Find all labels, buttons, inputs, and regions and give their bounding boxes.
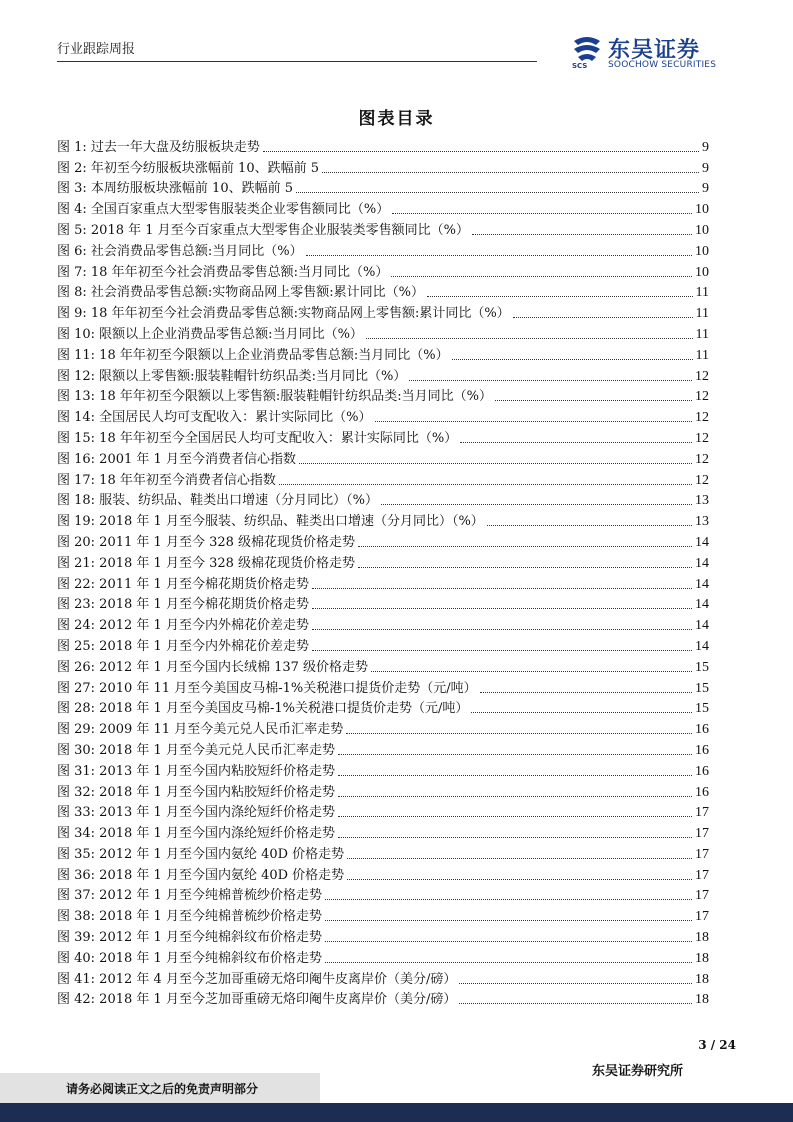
toc-entry-label: 图 1: 过去一年大盘及纺服板块走势 — [57, 139, 260, 155]
toc-entry-page: 10 — [695, 222, 709, 238]
toc-entry-label: 图 24: 2012 年 1 月至今内外棉花价差走势 — [57, 618, 309, 634]
toc-entry[interactable] — [57, 842, 709, 863]
toc-entry[interactable] — [57, 364, 709, 385]
toc-entry[interactable] — [57, 156, 709, 177]
page-title: 图表目录 — [358, 109, 435, 129]
toc-leader-dots — [346, 733, 692, 734]
toc-leader-dots — [338, 775, 692, 776]
toc-entry-page: 10 — [695, 243, 709, 259]
toc-entry-page: 13 — [695, 493, 709, 509]
toc-entry-page: 17 — [695, 846, 709, 862]
toc-leader-dots — [391, 276, 692, 277]
toc-entry[interactable] — [57, 260, 709, 281]
toc-entry-page: 11 — [695, 326, 709, 342]
toc-entry-page: 10 — [695, 264, 709, 280]
toc-entry[interactable] — [57, 405, 709, 426]
toc-entry[interactable] — [57, 655, 709, 676]
toc-entry[interactable] — [57, 468, 709, 489]
toc-entry[interactable] — [57, 884, 709, 905]
report-type: 行业跟踪周报 — [57, 42, 136, 57]
toc-entry-label: 图 2: 年初至今纺服板块涨幅前 10、跌幅前 5 — [57, 160, 319, 176]
toc-entry-label: 图 32: 2018 年 1 月至今国内粘胶短纤价格走势 — [57, 784, 335, 800]
footer-bar — [0, 1103, 793, 1122]
toc-entry[interactable] — [57, 551, 709, 572]
toc-leader-dots — [312, 588, 692, 589]
toc-leader-dots — [366, 338, 693, 339]
toc-leader-dots — [312, 608, 692, 609]
toc-entry-label: 图 23: 2018 年 1 月至今棉花期货价格走势 — [57, 597, 309, 613]
toc-leader-dots — [347, 879, 692, 880]
toc-entry[interactable] — [57, 780, 709, 801]
toc-entry-label: 图 35: 2012 年 1 月至今国内氨纶 40D 价格走势 — [57, 846, 345, 862]
toc-entry-page: 12 — [695, 472, 709, 488]
toc-entry-page: 18 — [695, 992, 709, 1008]
toc-leader-dots — [371, 671, 692, 672]
toc-entry[interactable] — [57, 904, 709, 925]
toc-entry-label: 图 12: 限额以上零售额:服装鞋帽针纺织品类:当月同比（%） — [57, 368, 407, 384]
disclaimer-text: 请务必阅读正文之后的免责声明部分 — [66, 1082, 259, 1096]
toc-entry-page: 15 — [695, 701, 709, 717]
toc-entry-label: 图 18: 服装、纺织品、鞋类出口增速（分月同比）（%） — [57, 493, 379, 509]
toc-entry-label: 图 25: 2018 年 1 月至今内外棉花价差走势 — [57, 638, 309, 654]
toc-entry-page: 18 — [695, 930, 709, 946]
toc-entry-page: 12 — [695, 368, 709, 384]
toc-leader-dots — [358, 567, 692, 568]
toc-entry-label: 图 13: 18 年年初至今限额以上零售额:服装鞋帽针纺织品类:当月同比（%） — [57, 389, 492, 405]
toc-entry-label: 图 26: 2012 年 1 月至今国内长绒棉 137 级价格走势 — [57, 659, 369, 675]
toc-leader-dots — [409, 380, 692, 381]
toc-entry-page: 9 — [702, 181, 709, 197]
toc-entry-label: 图 10: 限额以上企业消费品零售总额:当月同比（%） — [57, 326, 363, 342]
toc-entry[interactable] — [57, 135, 709, 156]
toc-leader-dots — [338, 754, 692, 755]
toc-entry-label: 图 8: 社会消费品零售总额:实物商品网上零售额:累计同比（%） — [57, 285, 425, 301]
toc-leader-dots — [325, 962, 692, 963]
toc-entry-label: 图 7: 18 年年初至今社会消费品零售总额:当月同比（%） — [57, 264, 389, 280]
toc-entry-label: 图 16: 2001 年 1 月至今消费者信心指数 — [57, 451, 296, 467]
toc-leader-dots — [358, 546, 692, 547]
toc-entry[interactable] — [57, 925, 709, 946]
toc-entry-page: 16 — [695, 784, 709, 800]
toc-entry-page: 12 — [695, 410, 709, 426]
toc-leader-dots — [279, 484, 692, 485]
toc-entry-label: 图 29: 2009 年 11 月至今美元兑人民币汇率走势 — [57, 722, 344, 738]
toc-entry-page: 17 — [695, 805, 709, 821]
toc-entry-page: 13 — [695, 514, 709, 530]
disclaimer-banner — [0, 1073, 320, 1103]
toc-entry[interactable] — [57, 343, 709, 364]
toc-entry-label: 图 6: 社会消费品零售总额:当月同比（%） — [57, 243, 303, 259]
toc-entry-page: 16 — [695, 763, 709, 779]
toc-leader-dots — [338, 816, 692, 817]
toc-entry-label: 图 31: 2013 年 1 月至今国内粘胶短纤价格走势 — [57, 763, 335, 779]
toc-leader-dots — [312, 650, 692, 651]
toc-entry-label: 图 28: 2018 年 1 月至今美国皮马棉-1%关税港口提货价走势（元/吨） — [57, 701, 469, 717]
toc-entry-page: 14 — [695, 576, 709, 592]
toc-entry-page: 14 — [695, 534, 709, 550]
toc-entry-label: 图 40: 2018 年 1 月至今纯棉斜纹布价格走势 — [57, 950, 322, 966]
toc-entry[interactable] — [57, 239, 709, 260]
toc-entry-label: 图 9: 18 年年初至今社会消费品零售总额:实物商品网上零售额:累计同比（%） — [57, 306, 510, 322]
toc-entry[interactable] — [57, 489, 709, 510]
toc-leader-dots — [338, 796, 692, 797]
toc-entry-label: 图 5: 2018 年 1 月至今百家重点大型零售企业服装类零售额同比（%） — [57, 222, 470, 238]
toc-entry-page: 16 — [695, 742, 709, 758]
toc-entry-label: 图 38: 2018 年 1 月至今纯棉普梳纱价格走势 — [57, 909, 322, 925]
toc-leader-dots — [487, 525, 692, 526]
toc-entry[interactable] — [57, 593, 709, 614]
toc-leader-dots — [375, 421, 692, 422]
toc-entry[interactable] — [57, 717, 709, 738]
toc-entry[interactable] — [57, 821, 709, 842]
toc-entry-page: 14 — [695, 597, 709, 613]
toc-entry[interactable] — [57, 218, 709, 239]
toc-entry[interactable] — [57, 738, 709, 759]
toc-entry-page: 17 — [695, 867, 709, 883]
toc-entry-page: 17 — [695, 909, 709, 925]
header-divider — [57, 61, 537, 62]
institute-name: 东吴证券研究所 — [591, 1064, 683, 1079]
toc-entry[interactable] — [57, 509, 709, 530]
toc-entry-page: 15 — [695, 659, 709, 675]
toc-leader-dots — [325, 899, 692, 900]
toc-leader-dots — [471, 712, 692, 713]
toc-leader-dots — [460, 442, 692, 443]
toc-leader-dots — [513, 317, 693, 318]
toc-entry[interactable] — [57, 759, 709, 780]
toc-entry-page: 11 — [695, 306, 709, 322]
toc-entry[interactable] — [57, 634, 709, 655]
figure-toc-list — [57, 135, 709, 1008]
toc-entry-page: 9 — [702, 139, 709, 155]
toc-entry[interactable] — [57, 301, 709, 322]
toc-entry[interactable] — [57, 572, 709, 593]
toc-entry-label: 图 17: 18 年年初至今消费者信心指数 — [57, 472, 276, 488]
toc-entry-page: 11 — [695, 347, 709, 363]
toc-leader-dots — [263, 151, 699, 152]
toc-entry-label: 图 36: 2018 年 1 月至今国内氨纶 40D 价格走势 — [57, 867, 345, 883]
toc-entry-page: 12 — [695, 430, 709, 446]
toc-entry-label: 图 15: 18 年年初至今全国居民人均可支配收入：累计实际同比（%） — [57, 430, 458, 446]
toc-entry-label: 图 4: 全国百家重点大型零售服装类企业零售额同比（%） — [57, 202, 390, 218]
toc-entry-label: 图 30: 2018 年 1 月至今美元兑人民币汇率走势 — [57, 742, 335, 758]
toc-entry-label: 图 14: 全国居民人均可支配收入：累计实际同比（%） — [57, 410, 372, 426]
page-indicator: 3 / 24 — [698, 1038, 736, 1052]
toc-leader-dots — [322, 172, 699, 173]
toc-entry-page: 17 — [695, 888, 709, 904]
brand-abbr: SCS — [572, 62, 588, 70]
toc-entry-label: 图 41: 2012 年 4 月至今芝加哥重磅无烙印阉牛皮离岸价（美分/磅） — [57, 971, 457, 987]
toc-leader-dots — [459, 983, 692, 984]
toc-entry[interactable] — [57, 447, 709, 468]
toc-entry[interactable] — [57, 988, 709, 1009]
toc-entry-page: 15 — [695, 680, 709, 696]
toc-entry-label: 图 21: 2018 年 1 月至今 328 级棉花现货价格走势 — [57, 555, 356, 571]
toc-leader-dots — [299, 463, 692, 464]
toc-leader-dots — [325, 941, 692, 942]
toc-leader-dots — [338, 837, 692, 838]
toc-leader-dots — [459, 1003, 692, 1004]
toc-entry[interactable] — [57, 281, 709, 302]
toc-entry[interactable] — [57, 177, 709, 198]
toc-entry[interactable] — [57, 613, 709, 634]
brand-name-en: SOOCHOW SECURITIES — [608, 60, 717, 70]
toc-entry-page: 14 — [695, 618, 709, 634]
toc-entry[interactable] — [57, 676, 709, 697]
toc-entry-page: 16 — [695, 722, 709, 738]
toc-entry-label: 图 11: 18 年年初至今限额以上企业消费品零售总额:当月同比（%） — [57, 347, 449, 363]
toc-leader-dots — [472, 234, 692, 235]
toc-entry[interactable] — [57, 801, 709, 822]
toc-entry-label: 图 3: 本周纺服板块涨幅前 10、跌幅前 5 — [57, 181, 293, 197]
toc-leader-dots — [312, 629, 692, 630]
toc-entry[interactable] — [57, 967, 709, 988]
toc-entry[interactable] — [57, 197, 709, 218]
toc-entry-page: 14 — [695, 638, 709, 654]
toc-entry-page: 14 — [695, 555, 709, 571]
toc-entry-page: 9 — [702, 160, 709, 176]
toc-leader-dots — [347, 858, 692, 859]
toc-entry-label: 图 33: 2013 年 1 月至今国内涤纶短纤价格走势 — [57, 805, 335, 821]
toc-entry-page: 12 — [695, 451, 709, 467]
toc-entry[interactable] — [57, 863, 709, 884]
toc-leader-dots — [381, 504, 692, 505]
toc-entry-label: 图 19: 2018 年 1 月至今服装、纺织品、鞋类出口增速（分月同比）（%） — [57, 514, 484, 530]
toc-entry-label: 图 39: 2012 年 1 月至今纯棉斜纹布价格走势 — [57, 930, 322, 946]
toc-leader-dots — [427, 296, 692, 297]
toc-leader-dots — [452, 359, 693, 360]
toc-leader-dots — [296, 192, 699, 193]
toc-entry-label: 图 42: 2018 年 1 月至今芝加哥重磅无烙印阉牛皮离岸价（美分/磅） — [57, 992, 457, 1008]
toc-entry[interactable] — [57, 697, 709, 718]
toc-entry-label: 图 20: 2011 年 1 月至今 328 级棉花现货价格走势 — [57, 534, 356, 550]
toc-entry[interactable] — [57, 385, 709, 406]
toc-leader-dots — [495, 400, 692, 401]
toc-entry-label: 图 22: 2011 年 1 月至今棉花期货价格走势 — [57, 576, 309, 592]
toc-entry-page: 18 — [695, 971, 709, 987]
toc-leader-dots — [325, 920, 692, 921]
toc-leader-dots — [306, 255, 692, 256]
toc-entry[interactable] — [57, 530, 709, 551]
toc-entry[interactable] — [57, 322, 709, 343]
toc-entry-label: 图 37: 2012 年 1 月至今纯棉普梳纱价格走势 — [57, 888, 322, 904]
brand-logo — [570, 33, 738, 75]
toc-leader-dots — [392, 213, 692, 214]
toc-entry[interactable] — [57, 426, 709, 447]
toc-entry-label: 图 34: 2018 年 1 月至今国内涤纶短纤价格走势 — [57, 826, 335, 842]
toc-leader-dots — [480, 692, 692, 693]
brand-name-cn: 东吴证券 — [608, 38, 701, 63]
toc-entry-page: 10 — [695, 202, 709, 218]
toc-entry-page: 11 — [695, 285, 709, 301]
soochow-logo-icon — [570, 35, 604, 63]
toc-entry-label: 图 27: 2010 年 11 月至今美国皮马棉-1%关税港口提货价走势（元/吨） — [57, 680, 477, 696]
toc-entry-page: 17 — [695, 826, 709, 842]
toc-entry[interactable] — [57, 946, 709, 967]
toc-entry-page: 12 — [695, 389, 709, 405]
toc-entry-page: 18 — [695, 950, 709, 966]
